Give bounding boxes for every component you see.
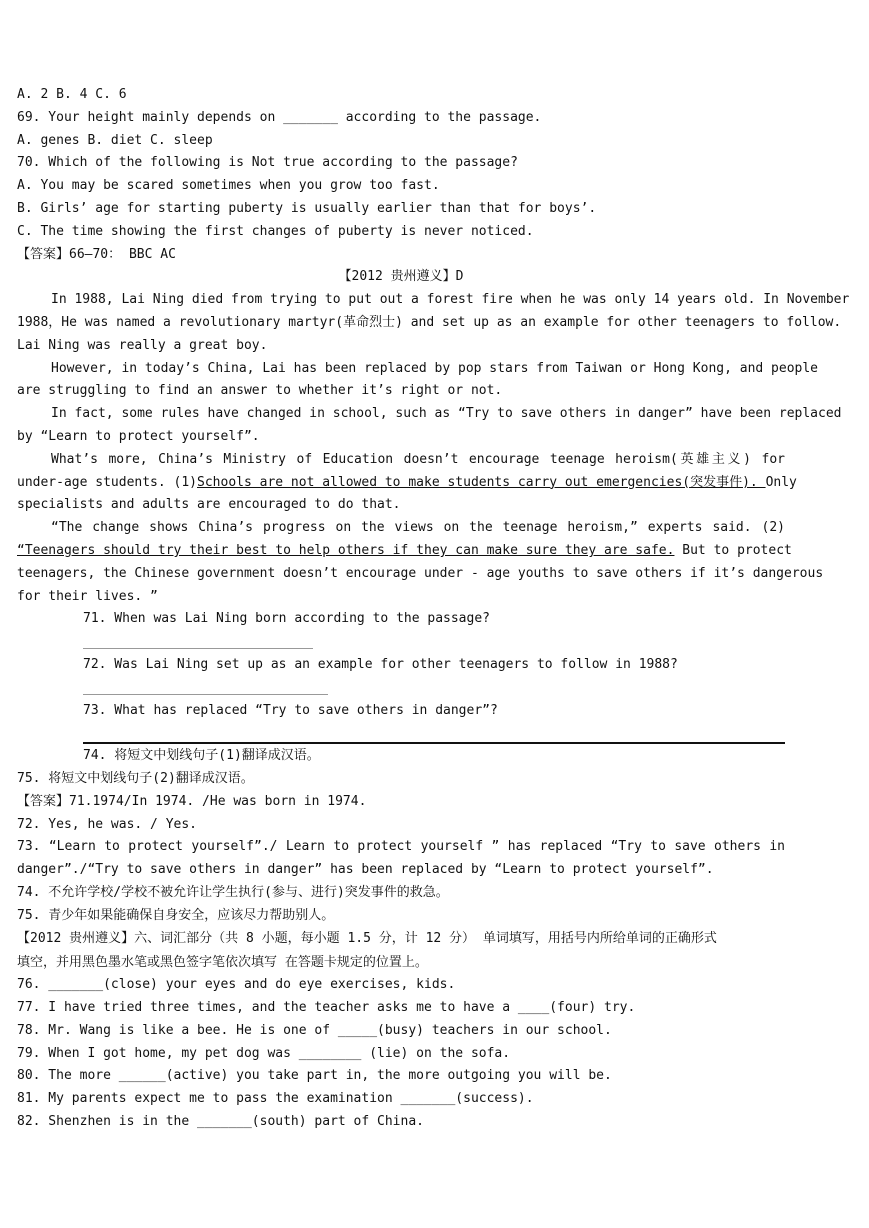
q71-question: 71. When was Lai Ning born according to the passage?: [83, 611, 490, 627]
q76: 76. _______(close) your eyes and do eye exercises, kids.: [17, 977, 456, 993]
answer-71: 【答案】71.1974/In 1974. /He was born in 1974.: [17, 793, 367, 809]
q81: 81. My parents expect me to pass the examination _______(success).: [17, 1091, 534, 1107]
section-heading-d: 【2012 贵州遵义】D: [338, 269, 464, 285]
q70-option-b: B. Girls’ age for starting puberty is usually earlier than that for boys’.: [17, 200, 597, 216]
vocab-section-heading: 【2012 贵州遵义】六、词汇部分（共 8 小题，每小题 1.5 分，计 12 分） 单词填写，用括号内所给单词的正确形式: [17, 931, 717, 947]
answer-rule: [83, 648, 313, 649]
q79: 79. When I got home, my pet dog was ________ (lie) on the sofa.: [17, 1045, 511, 1061]
q70-option-a: A. You may be scared sometimes when you grow too fast.: [17, 178, 440, 194]
passage-line: “The change shows China’s progress on the views on the teenage heroism,” experts said. (2): [51, 520, 785, 536]
passage-text: under-age students. (1): [17, 474, 198, 490]
passage-line: are struggling to find an answer to whether it’s right or not.: [17, 383, 503, 399]
q74-question: 74. 将短文中划线句子(1)翻译成汉语。: [83, 748, 320, 764]
answer-66-70: 【答案】66—70： BBC AC: [17, 246, 176, 262]
answer-72: 72. Yes, he was. / Yes.: [17, 816, 198, 832]
q75-question: 75. 将短文中划线句子(2)翻译成汉语。: [17, 770, 254, 786]
answer-rule: [83, 694, 328, 695]
q73-question: 73. What has replaced “Try to save others in danger”?: [83, 702, 498, 718]
passage-line: [17, 540, 792, 563]
answer-75: 75. 青少年如果能确保自身安全，应该尽力帮助别人。: [17, 907, 335, 923]
passage-line: teenagers, the Chinese government doesn’t encourage under - age youths to save others if it’s dangerous: [17, 565, 824, 581]
q70-option-c: C. The time showing the first changes of puberty is never noticed.: [17, 223, 534, 239]
q71-answer-line: [17, 631, 785, 654]
q70-question: 70. Which of the following is Not true according to the passage?: [17, 155, 518, 171]
passage-line: by “Learn to protect yourself”.: [17, 428, 260, 444]
q77: 77. I have tried three times, and the teacher asks me to have a ____(four) try.: [17, 1000, 636, 1016]
passage-line: In fact, some rules have changed in school, such as “Try to save others in danger” have been replaced: [51, 406, 842, 422]
passage-line: However, in today’s China, Lai has been replaced by pop stars from Taiwan or Hong Kong, and people: [51, 360, 819, 376]
q80: 80. The more ______(active) you take part in, the more outgoing you will be.: [17, 1068, 612, 1084]
q78: 78. Mr. Wang is like a bee. He is one of _____(busy) teachers in our school.: [17, 1022, 612, 1038]
q73-answer-line: [17, 722, 785, 745]
passage-text: But to protect: [674, 542, 792, 558]
q72-question: 72. Was Lai Ning set up as an example for other teenagers to follow in 1988?: [83, 656, 678, 672]
q69-question: 69. Your height mainly depends on _______ according to the passage.: [17, 109, 542, 125]
passage-line: What’s more, China’s Ministry of Education doesn’t encourage teenage heroism(英雄主义) for: [51, 451, 785, 467]
passage-line: 1988，He was named a revolutionary martyr(革命烈士) and set up as an example for other teenagers to follow.: [17, 314, 842, 330]
underlined-sentence-1: Schools are not allowed to make students carry out emergencies(突发事件).: [197, 474, 766, 490]
q82: 82. Shenzhen is in the _______(south) part of China.: [17, 1114, 424, 1130]
vocab-section-instruction: 填空，并用黑色墨水笔或黑色签字笔依次填写 在答题卡规定的位置上。: [17, 954, 428, 970]
q69-options: A. genes B. diet C. sleep: [17, 132, 213, 148]
passage-line: specialists and adults are encouraged to do that.: [17, 497, 401, 513]
passage-line: Lai Ning was really a great boy.: [17, 337, 268, 353]
passage-line: In 1988, Lai Ning died from trying to put out a forest fire when he was only 14 years old. In November: [51, 292, 850, 308]
answer-73-cont: danger”./“Try to save others in danger” has been replaced by “Learn to protect yourself”.: [17, 862, 714, 878]
answer-73: 73. “Learn to protect yourself”./ Learn to protect yourself ” has replaced “Try to save others in: [17, 839, 785, 855]
document-page: [17, 84, 850, 1134]
passage-line: for their lives. ”: [17, 588, 158, 604]
passage-line: [17, 472, 797, 495]
q72-answer-line: [17, 677, 785, 700]
underlined-sentence-2: “Teenagers should try their best to help others if they can make sure they are safe.: [17, 542, 675, 558]
answer-rule: [83, 742, 785, 744]
q68-options: A. 2 B. 4 C. 6: [17, 87, 127, 102]
answer-74: 74. 不允许学校/学校不被允许让学生执行(参与、进行)突发事件的救急。: [17, 884, 449, 900]
passage-text: Only: [765, 474, 797, 490]
